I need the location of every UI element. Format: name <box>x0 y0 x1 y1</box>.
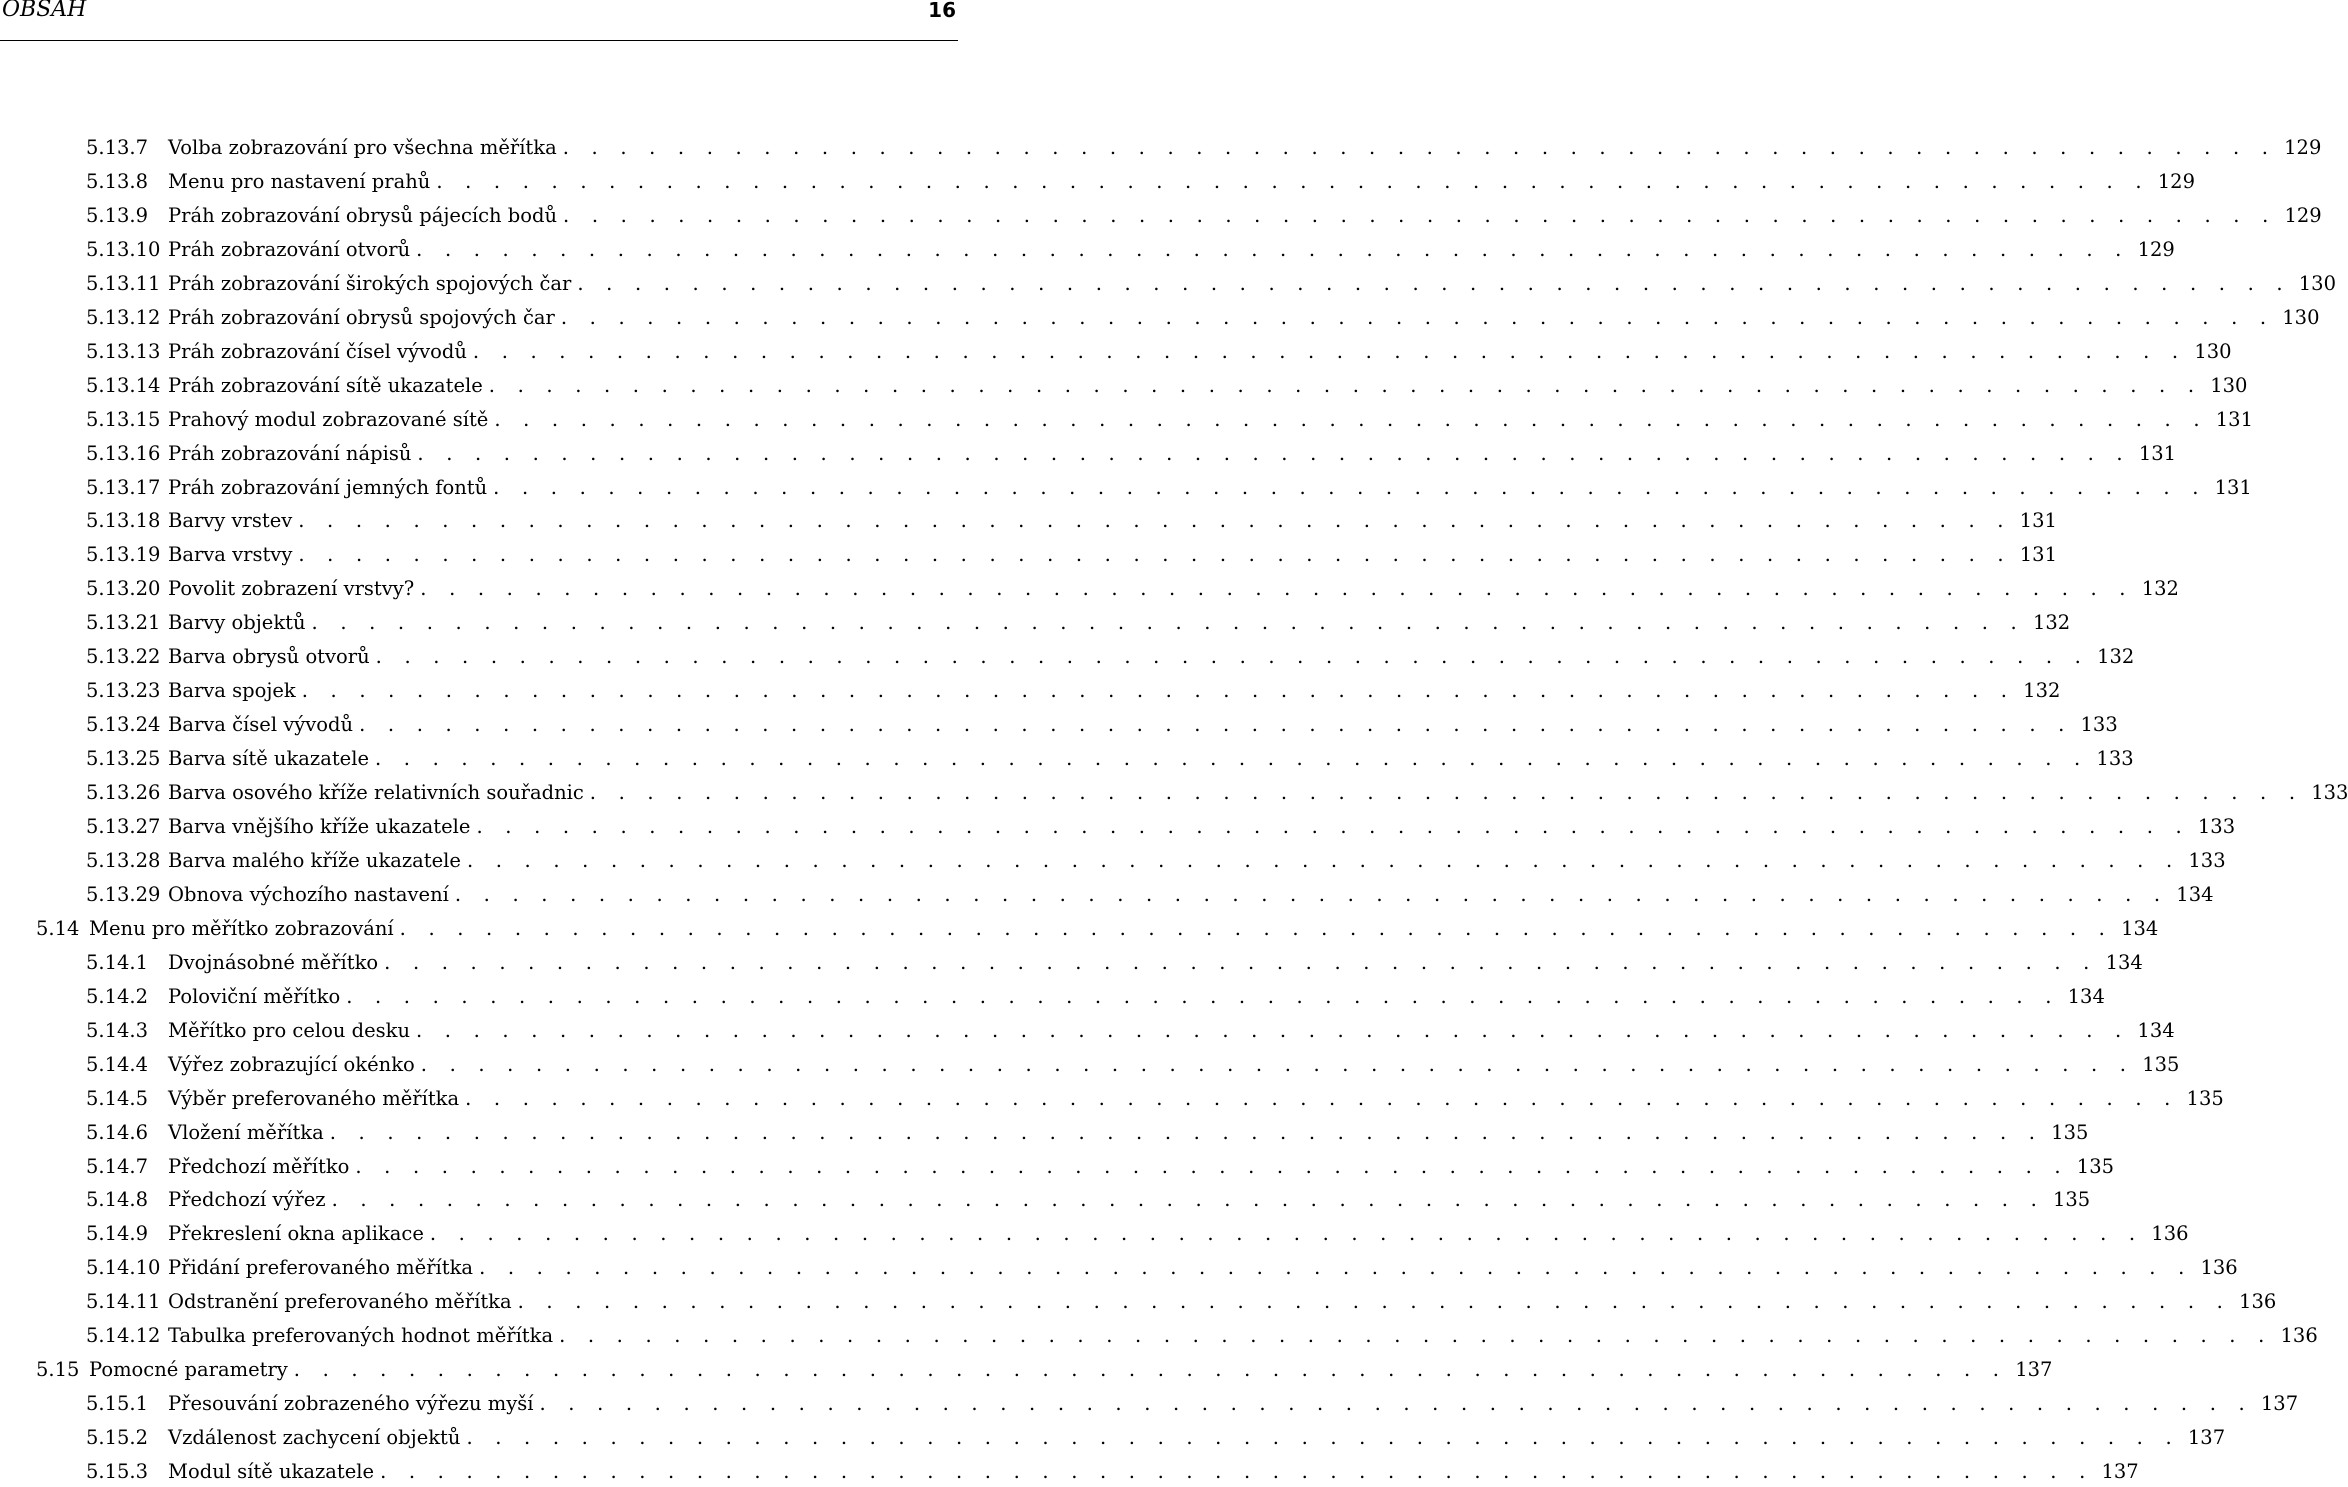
toc-entry[interactable] <box>86 676 2061 706</box>
toc-entry-number: 5.14.6 <box>86 1120 149 1144</box>
toc-dot-leader: . . . . . . . . . . . . . . . . . . . . . . . . . . . . . . . . . . . . . . . . . . . . . . . . . . . . . . . . . . . . <box>416 1018 2130 1042</box>
toc-dot-leader: . . . . . . . . . . . . . . . . . . . . . . . . . . . . . . . . . . . . . . . . . . . . . . . . . . . . . . . . . . . . <box>560 305 2275 329</box>
toc-entry[interactable] <box>86 1423 2226 1453</box>
toc-entry-title: Barva čísel vývodů <box>168 713 354 737</box>
toc-entry-title: Vzdálenost zachycení objektů <box>168 1426 461 1450</box>
toc-entry-title: Práh zobrazování otvorů <box>168 237 411 261</box>
toc-entry-number: 5.14.10 <box>86 1256 161 1280</box>
toc-entry-number: 5.13.26 <box>86 781 161 805</box>
toc-dot-leader: . . . . . . . . . . . . . . . . . . . . . . . . . . . . . . . . . . . . . . . . . . . . . . . . . . . . . . . . . . . . <box>420 577 2134 601</box>
toc-entry[interactable] <box>86 982 2105 1012</box>
toc-entry[interactable] <box>86 1118 2089 1148</box>
page-header <box>0 0 960 30</box>
toc-entry-title: Barvy vrstev <box>168 509 293 533</box>
toc-entry-title: Barva osového kříže relativních souřadnic <box>168 781 584 805</box>
toc-section-entry[interactable] <box>36 1355 2053 1385</box>
toc-entry-number: 5.14.1 <box>86 950 149 974</box>
toc-entry[interactable] <box>86 1152 2115 1182</box>
toc-entry-page: 137 <box>2101 1460 2139 1484</box>
toc-entry-title: Práh zobrazování nápisů <box>168 441 412 465</box>
toc-dot-leader: . . . . . . . . . . . . . . . . . . . . . . . . . . . . . . . . . . . . . . . . . . . . . . . . . . . . . . . . . . . . <box>375 747 2089 771</box>
toc-dot-leader: . . . . . . . . . . . . . . . . . . . . . . . . . . . . . . . . . . . . . . . . . . . . . . . . . . . . . . . . . . . . <box>466 1426 2180 1450</box>
toc-entry[interactable] <box>86 540 2057 570</box>
toc-entry[interactable] <box>86 269 2336 299</box>
toc-entry-number: 5.13.27 <box>86 815 161 838</box>
toc-entry-page: 135 <box>2052 1188 2091 1212</box>
toc-dot-leader: . . . . . . . . . . . . . . . . . . . . . . . . . . . . . . . . . . . . . . . . . . . . . . . . . . . . . . . . . . . . <box>298 543 2012 567</box>
toc-entry[interactable] <box>86 846 2226 876</box>
toc-dot-leader: . . . . . . . . . . . . . . . . . . . . . . . . . . . . . . . . . . . . . . . . . . . . . . . . . . . . . . . . . . . . <box>465 1086 2179 1110</box>
toc-entry-number: 5.13.7 <box>86 136 149 159</box>
toc-entry[interactable] <box>86 608 2071 638</box>
toc-entry-number: 5.13.12 <box>86 305 161 329</box>
toc-entry-title: Barva sítě ukazatele <box>168 747 369 771</box>
toc-entry-number: 5.13.8 <box>86 169 149 193</box>
toc-entry-page: 135 <box>2076 1154 2115 1178</box>
toc-dot-leader: . . . . . . . . . . . . . . . . . . . . . . . . . . . . . . . . . . . . . . . . . . . . . . . . . . . . . . . . . . . . <box>493 475 2207 499</box>
toc-entry-number: 5.15.2 <box>86 1426 149 1450</box>
toc-entry[interactable] <box>86 1016 2175 1046</box>
toc-entry-page: 130 <box>2298 271 2336 295</box>
toc-dot-leader: . . . . . . . . . . . . . . . . . . . . . . . . . . . . . . . . . . . . . . . . . . . . . . . . . . . . . . . . . . . . <box>331 1188 2045 1212</box>
toc-dot-leader: . . . . . . . . . . . . . . . . . . . . . . . . . . . . . . . . . . . . . . . . . . . . . . . . . . . . . . . . . . . . <box>429 1222 2144 1246</box>
toc-entry-number: 5.13.22 <box>86 645 161 669</box>
toc-entry-page: 133 <box>2080 713 2118 737</box>
toc-entry[interactable] <box>86 574 2179 604</box>
toc-dot-leader: . . . . . . . . . . . . . . . . . . . . . . . . . . . . . . . . . . . . . . . . . . . . . . . . . . . . . . . . . . . . <box>436 169 2150 193</box>
toc-entry-page: 133 <box>2188 848 2226 872</box>
toc-entry[interactable] <box>86 642 2135 672</box>
toc-entry-title: Barva spojek <box>168 679 296 703</box>
toc-entry-number: 5.13.21 <box>86 611 161 635</box>
toc-entry-title: Práh zobrazování jemných fontů <box>168 475 488 499</box>
toc-dot-leader: . . . . . . . . . . . . . . . . . . . . . . . . . . . . . . . . . . . . . . . . . . . . . . . . . . . . . . . . . . . . <box>539 1392 2253 1416</box>
toc-entry-title: Poloviční měřítko <box>168 984 341 1008</box>
toc-entry[interactable] <box>86 778 2348 808</box>
toc-entry[interactable] <box>86 1287 2277 1317</box>
toc-entry-number: 5.13.10 <box>86 237 161 261</box>
toc-entry-title: Překreslení okna aplikace <box>168 1222 424 1246</box>
toc-dot-leader: . . . . . . . . . . . . . . . . . . . . . . . . . . . . . . . . . . . . . . . . . . . . . . . . . . . . . . . . . . . . <box>380 1460 2094 1484</box>
toc-entry-number: 5.13.24 <box>86 713 161 737</box>
toc-entry-page: 132 <box>2032 611 2071 635</box>
toc-dot-leader: . . . . . . . . . . . . . . . . . . . . . . . . . . . . . . . . . . . . . . . . . . . . . . . . . . . . . . . . . . . . <box>454 882 2169 906</box>
toc-entry-page: 129 <box>2157 169 2195 193</box>
toc-entry[interactable] <box>86 303 2320 333</box>
toc-entry-page: 137 <box>2187 1426 2226 1450</box>
toc-entry-page: 129 <box>2284 136 2322 159</box>
toc-dot-leader: . . . . . . . . . . . . . . . . . . . . . . . . . . . . . . . . . . . . . . . . . . . . . . . . . . . . . . . . . . . . <box>359 713 2073 737</box>
toc-entry-title: Tabulka preferovaných hodnot měřítka <box>168 1324 554 1348</box>
toc-entry-number: 5.14.7 <box>86 1154 149 1178</box>
toc-entry-number: 5.13.18 <box>86 509 161 533</box>
toc-entry-number: 5.14.5 <box>86 1086 149 1110</box>
toc-dot-leader: . . . . . . . . . . . . . . . . . . . . . . . . . . . . . . . . . . . . . . . . . . . . . . . . . . . . . . . . . . . . <box>472 339 2187 363</box>
toc-entry[interactable] <box>86 133 2322 163</box>
toc-dot-leader: . . . . . . . . . . . . . . . . . . . . . . . . . . . . . . . . . . . . . . . . . . . . . . . . . . . . . . . . . . . . <box>577 271 2291 295</box>
toc-entry-page: 133 <box>2197 815 2236 838</box>
page-number: 16 <box>928 0 956 22</box>
toc-entry-title: Přidání preferovaného měřítka <box>168 1256 474 1280</box>
toc-entry-number: 5.13.28 <box>86 848 161 872</box>
toc-dot-leader: . . . . . . . . . . . . . . . . . . . . . . . . . . . . . . . . . . . . . . . . . . . . . . . . . . . . . . . . . . . . <box>420 1052 2135 1076</box>
toc-entry-page: 136 <box>2280 1324 2318 1348</box>
toc-entry-page: 130 <box>2282 305 2320 329</box>
toc-entry-page: 134 <box>2137 1018 2175 1042</box>
toc-entry-page: 132 <box>2141 577 2179 601</box>
toc-entry-title: Výřez zobrazující okénko <box>168 1052 415 1076</box>
toc-entry-number: 5.15 <box>36 1358 80 1382</box>
toc-entry-number: 5.13.20 <box>86 577 161 601</box>
toc-entry-number: 5.15.3 <box>86 1460 149 1484</box>
toc-dot-leader: . . . . . . . . . . . . . . . . . . . . . . . . . . . . . . . . . . . . . . . . . . . . . . . . . . . . . . . . . . . . <box>589 781 2304 805</box>
toc-entry-page: 131 <box>2019 509 2057 533</box>
toc-dot-leader: . . . . . . . . . . . . . . . . . . . . . . . . . . . . . . . . . . . . . . . . . . . . . . . . . . . . . . . . . . . . <box>346 984 2060 1008</box>
toc-entry[interactable] <box>86 812 2236 842</box>
toc-entry[interactable] <box>86 439 2177 469</box>
toc-entry-page: 136 <box>2200 1256 2238 1280</box>
toc-entry-page: 134 <box>2105 950 2143 974</box>
toc-entry-title: Práh zobrazování obrysů pájecích bodů <box>168 203 558 227</box>
toc-entry-number: 5.13.16 <box>86 441 161 465</box>
toc-entry[interactable] <box>86 710 2118 740</box>
toc-entry-title: Odstranění preferovaného měřítka <box>168 1290 512 1314</box>
toc-entry[interactable] <box>86 506 2057 536</box>
toc-entry-number: 5.13.9 <box>86 203 149 227</box>
toc-dot-leader: . . . . . . . . . . . . . . . . . . . . . . . . . . . . . . . . . . . . . . . . . . . . . . . . . . . . . . . . . . . . <box>384 950 2098 974</box>
toc-dot-leader: . . . . . . . . . . . . . . . . . . . . . . . . . . . . . . . . . . . . . . . . . . . . . . . . . . . . . . . . . . . . <box>311 611 2025 635</box>
toc-entry-title: Předchozí výřez <box>168 1188 326 1212</box>
toc-entry-title: Práh zobrazování širokých spojových čar <box>168 271 572 295</box>
toc-entry-number: 5.13.25 <box>86 747 161 771</box>
toc-entry-title: Práh zobrazování sítě ukazatele <box>168 373 483 397</box>
toc-entry[interactable] <box>86 744 2134 774</box>
toc-entry-page: 130 <box>2194 339 2232 363</box>
toc-dot-leader: . . . . . . . . . . . . . . . . . . . . . . . . . . . . . . . . . . . . . . . . . . . . . . . . . . . . . . . . . . . . <box>416 237 2130 261</box>
toc-dot-leader: . . . . . . . . . . . . . . . . . . . . . . . . . . . . . . . . . . . . . . . . . . . . . . . . . . . . . . . . . . . . <box>293 1358 2008 1382</box>
toc-dot-leader: . . . . . . . . . . . . . . . . . . . . . . . . . . . . . . . . . . . . . . . . . . . . . . . . . . . . . . . . . . . . <box>479 1256 2193 1280</box>
toc-entry-page: 136 <box>2151 1222 2189 1246</box>
toc-entry-title: Barvy objektů <box>168 611 306 635</box>
toc-entry-page: 135 <box>2051 1120 2089 1144</box>
toc-dot-leader: . . . . . . . . . . . . . . . . . . . . . . . . . . . . . . . . . . . . . . . . . . . . . . . . . . . . . . . . . . . . <box>399 916 2114 940</box>
toc-entry[interactable] <box>86 880 2214 910</box>
toc-entry-title: Práh zobrazování čísel vývodů <box>168 339 467 363</box>
toc-entry-number: 5.13.11 <box>86 271 161 295</box>
toc-entry-title: Povolit zobrazení vrstvy? <box>168 577 415 601</box>
toc-entry-page: 131 <box>2138 441 2177 465</box>
toc-entry-number: 5.13.29 <box>86 882 161 906</box>
toc-entry-number: 5.14.2 <box>86 984 149 1008</box>
toc-dot-leader: . . . . . . . . . . . . . . . . . . . . . . . . . . . . . . . . . . . . . . . . . . . . . . . . . . . . . . . . . . . . <box>488 373 2203 397</box>
toc-entry[interactable] <box>86 1219 2189 1249</box>
toc-entry-title: Modul sítě ukazatele <box>168 1460 375 1484</box>
toc-entry-title: Dvojnásobné měřítko <box>168 950 379 974</box>
toc-entry[interactable] <box>86 948 2143 978</box>
toc-entry-title: Práh zobrazování obrysů spojových čar <box>168 305 555 329</box>
toc-entry[interactable] <box>86 371 2248 401</box>
toc-entry[interactable] <box>86 1389 2299 1419</box>
running-title: OBSAH <box>2 0 87 22</box>
toc-entry[interactable] <box>86 473 2252 503</box>
toc-dot-leader: . . . . . . . . . . . . . . . . . . . . . . . . . . . . . . . . . . . . . . . . . . . . . . . . . . . . . . . . . . . . <box>563 203 2277 227</box>
toc-entry-page: 135 <box>2186 1086 2224 1110</box>
toc-entry[interactable] <box>86 1253 2238 1283</box>
toc-section-entry[interactable] <box>36 914 2159 944</box>
toc-entry-page: 131 <box>2215 407 2253 431</box>
toc-entry[interactable] <box>86 235 2175 265</box>
toc-dot-leader: . . . . . . . . . . . . . . . . . . . . . . . . . . . . . . . . . . . . . . . . . . . . . . . . . . . . . . . . . . . . <box>559 1324 2273 1348</box>
toc-entry-number: 5.14.8 <box>86 1188 149 1212</box>
toc-entry-number: 5.13.23 <box>86 679 161 703</box>
toc-entry[interactable] <box>86 1050 2180 1080</box>
toc-entry-number: 5.14.11 <box>86 1290 161 1314</box>
toc-dot-leader: . . . . . . . . . . . . . . . . . . . . . . . . . . . . . . . . . . . . . . . . . . . . . . . . . . . . . . . . . . . . <box>517 1290 2232 1314</box>
toc-entry-page: 130 <box>2210 373 2248 397</box>
toc-entry-page: 134 <box>2067 984 2105 1008</box>
toc-entry-number: 5.14 <box>36 916 80 940</box>
toc-dot-leader: . . . . . . . . . . . . . . . . . . . . . . . . . . . . . . . . . . . . . . . . . . . . . . . . . . . . . . . . . . . . <box>355 1154 2069 1178</box>
toc-entry[interactable] <box>86 1321 2318 1351</box>
toc-entry-title: Přesouvání zobrazeného výřezu myší <box>168 1392 534 1416</box>
header-rule <box>0 40 958 41</box>
toc-entry-number: 5.13.17 <box>86 475 161 499</box>
toc-entry-title: Volba zobrazování pro všechna měřítka <box>168 136 557 159</box>
toc-entry-number: 5.15.1 <box>86 1392 149 1416</box>
toc-entry-number: 5.14.4 <box>86 1052 149 1076</box>
toc-entry-title: Vložení měřítka <box>168 1120 324 1144</box>
toc-entry-number: 5.13.19 <box>86 543 161 567</box>
toc-entry-page: 129 <box>2284 203 2322 227</box>
toc-entry[interactable] <box>86 1457 2139 1487</box>
toc-entry[interactable] <box>86 405 2253 435</box>
toc-entry-title: Obnova výchozího nastavení <box>168 882 449 906</box>
toc-entry[interactable] <box>86 1084 2224 1114</box>
toc-entry-page: 131 <box>2214 475 2252 499</box>
toc-dot-leader: . . . . . . . . . . . . . . . . . . . . . . . . . . . . . . . . . . . . . . . . . . . . . . . . . . . . . . . . . . . . <box>466 848 2181 872</box>
toc-dot-leader: . . . . . . . . . . . . . . . . . . . . . . . . . . . . . . . . . . . . . . . . . . . . . . . . . . . . . . . . . . . . <box>562 136 2277 159</box>
toc-entry-page: 133 <box>2311 781 2348 805</box>
toc-entry-page: 136 <box>2239 1290 2277 1314</box>
toc-entry-page: 134 <box>2121 916 2159 940</box>
toc-entry-title: Prahový modul zobrazované sítě <box>168 407 489 431</box>
toc-entry-number: 5.13.13 <box>86 339 161 363</box>
toc-entry-title: Pomocné parametry <box>89 1358 288 1382</box>
toc-entry-page: 132 <box>2097 645 2135 669</box>
toc-entry[interactable] <box>86 201 2322 231</box>
toc-entry-title: Měřítko pro celou desku <box>168 1018 410 1042</box>
toc-entry-page: 135 <box>2142 1052 2180 1076</box>
toc-dot-leader: . . . . . . . . . . . . . . . . . . . . . . . . . . . . . . . . . . . . . . . . . . . . . . . . . . . . . . . . . . . . <box>494 407 2208 431</box>
toc-entry-number: 5.14.9 <box>86 1222 149 1246</box>
toc-entry-title: Barva vrstvy <box>168 543 293 567</box>
toc-entry-title: Barva malého kříže ukazatele <box>168 848 461 872</box>
toc-entry-page: 133 <box>2096 747 2134 771</box>
toc-entry-page: 137 <box>2015 1358 2053 1382</box>
toc-entry-title: Barva obrysů otvorů <box>168 645 370 669</box>
toc-entry-title: Barva vnějšího kříže ukazatele <box>168 815 471 838</box>
toc-entry-page: 134 <box>2176 882 2214 906</box>
toc-entry-page: 129 <box>2137 237 2175 261</box>
toc-entry-page: 131 <box>2019 543 2057 567</box>
toc-entry-number: 5.14.3 <box>86 1018 149 1042</box>
toc-entry-title: Menu pro měřítko zobrazování <box>89 916 394 940</box>
toc-entry-page: 132 <box>2023 679 2061 703</box>
toc-dot-leader: . . . . . . . . . . . . . . . . . . . . . . . . . . . . . . . . . . . . . . . . . . . . . . . . . . . . . . . . . . . . <box>301 679 2016 703</box>
toc-entry-number: 5.13.15 <box>86 407 161 431</box>
toc-dot-leader: . . . . . . . . . . . . . . . . . . . . . . . . . . . . . . . . . . . . . . . . . . . . . . . . . . . . . . . . . . . . <box>298 509 2012 533</box>
toc-entry-title: Menu pro nastavení prahů <box>168 169 431 193</box>
toc-entry-title: Výběr preferovaného měřítka <box>168 1086 460 1110</box>
toc-dot-leader: . . . . . . . . . . . . . . . . . . . . . . . . . . . . . . . . . . . . . . . . . . . . . . . . . . . . . . . . . . . . <box>375 645 2090 669</box>
toc-entry[interactable] <box>86 337 2232 367</box>
toc-dot-leader: . . . . . . . . . . . . . . . . . . . . . . . . . . . . . . . . . . . . . . . . . . . . . . . . . . . . . . . . . . . . <box>476 815 2190 838</box>
toc-entry-number: 5.13.14 <box>86 373 161 397</box>
toc-entry-page: 137 <box>2260 1392 2299 1416</box>
toc-dot-leader: . . . . . . . . . . . . . . . . . . . . . . . . . . . . . . . . . . . . . . . . . . . . . . . . . . . . . . . . . . . . <box>329 1120 2044 1144</box>
toc-entry[interactable] <box>86 1185 2091 1215</box>
toc-dot-leader: . . . . . . . . . . . . . . . . . . . . . . . . . . . . . . . . . . . . . . . . . . . . . . . . . . . . . . . . . . . . <box>417 441 2131 465</box>
toc-entry[interactable] <box>86 167 2195 197</box>
toc-entry-title: Předchozí měřítko <box>168 1154 350 1178</box>
toc-entry-number: 5.14.12 <box>86 1324 161 1348</box>
